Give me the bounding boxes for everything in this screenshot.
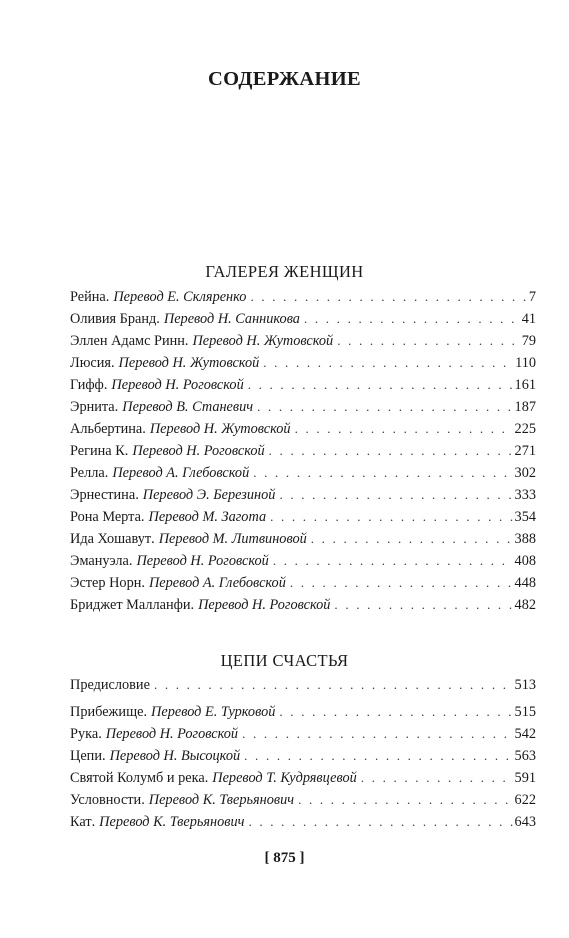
entry-translator: Перевод Н. Жутовской bbox=[118, 355, 260, 371]
dot-leader bbox=[290, 575, 513, 591]
entry-separator: . bbox=[128, 553, 133, 569]
dot-leader bbox=[269, 443, 513, 459]
entry-translator: Перевод Т. Кудрявцевой bbox=[212, 770, 357, 786]
entry-page-number: 622 bbox=[514, 792, 536, 808]
dot-leader bbox=[244, 748, 512, 764]
dot-leader bbox=[250, 289, 526, 305]
dot-leader bbox=[279, 704, 512, 720]
entry-separator: . bbox=[141, 792, 145, 808]
toc-entry bbox=[70, 465, 536, 485]
entry-title: Гифф bbox=[70, 377, 104, 393]
entry-title: Эмануэла bbox=[70, 553, 129, 569]
entry-title: Эрнита bbox=[70, 399, 115, 415]
entry-translator: Перевод К. Тверьянович bbox=[99, 814, 245, 830]
dot-leader bbox=[253, 465, 512, 481]
entry-page-number: 643 bbox=[514, 814, 536, 830]
entry-title: Святой Колумб и река bbox=[70, 770, 205, 786]
entry-page-number: 225 bbox=[514, 421, 536, 437]
entry-separator: . bbox=[135, 487, 139, 503]
entry-title: Рейна bbox=[70, 289, 106, 305]
entry-translator: Перевод В. Станевич bbox=[122, 399, 254, 415]
entry-separator: . bbox=[101, 748, 106, 764]
toc-entry bbox=[70, 748, 536, 768]
toc-entry bbox=[70, 487, 536, 507]
dot-leader bbox=[242, 726, 512, 742]
entry-translator: Перевод А. Глебовской bbox=[148, 575, 286, 591]
dot-leader bbox=[263, 355, 513, 371]
entry-title: Оливия Бранд bbox=[70, 311, 157, 327]
entry-separator: . bbox=[98, 726, 102, 742]
dot-leader bbox=[279, 487, 512, 503]
dot-leader bbox=[334, 597, 512, 613]
entry-title: Люсия bbox=[70, 355, 111, 371]
entry-separator: . bbox=[143, 704, 148, 720]
toc-entry bbox=[70, 704, 536, 724]
entry-page-number: 408 bbox=[514, 553, 536, 569]
entry-page-number: 354 bbox=[514, 509, 536, 525]
entry-title: Предисловие bbox=[70, 677, 150, 693]
entry-page-number: 79 bbox=[521, 333, 536, 349]
entry-page-number: 161 bbox=[514, 377, 536, 393]
entry-page-number: 563 bbox=[514, 748, 536, 764]
dot-leader bbox=[257, 399, 512, 415]
entry-title: Рона Мерта bbox=[70, 509, 141, 525]
entry-page-number: 187 bbox=[514, 399, 536, 415]
entry-page-number: 41 bbox=[521, 311, 536, 327]
entry-separator: . bbox=[110, 355, 115, 371]
entry-separator: . bbox=[190, 597, 195, 613]
entry-title: Ида Хошавут bbox=[70, 531, 152, 547]
entry-page-number: 448 bbox=[514, 575, 536, 591]
dot-leader bbox=[337, 333, 520, 349]
toc-entry bbox=[70, 677, 536, 697]
entry-translator: Перевод Н. Роговской bbox=[111, 377, 244, 393]
entry-translator: Перевод Е. Скляренко bbox=[113, 289, 247, 305]
dot-leader bbox=[304, 311, 520, 327]
entry-translator: Перевод Н. Жутовской bbox=[192, 333, 334, 349]
toc-entry bbox=[70, 597, 536, 617]
dot-leader bbox=[248, 814, 512, 830]
entry-translator: Перевод Э. Березиной bbox=[142, 487, 276, 503]
entry-translator: Перевод Н. Роговской bbox=[198, 597, 331, 613]
entry-translator: Перевод Н. Санникова bbox=[163, 311, 300, 327]
entry-translator: Перевод Н. Роговской bbox=[136, 553, 269, 569]
dot-leader bbox=[273, 553, 513, 569]
toc-entry bbox=[70, 443, 536, 463]
page-number: [ 875 ] bbox=[264, 850, 305, 866]
toc-entry bbox=[70, 770, 536, 790]
entry-page-number: 271 bbox=[514, 443, 536, 459]
entry-translator: Перевод Н. Роговской bbox=[105, 726, 239, 742]
entry-title: Условности bbox=[70, 792, 142, 808]
toc-entry bbox=[70, 377, 536, 397]
entry-title: Эрнестина bbox=[70, 487, 136, 503]
toc-entry bbox=[70, 311, 536, 331]
dot-leader bbox=[298, 792, 512, 808]
entry-translator: Перевод К. Тверьянович bbox=[148, 792, 295, 808]
toc-entry bbox=[70, 289, 536, 309]
entry-title: Прибежище bbox=[70, 704, 144, 720]
entry-page-number: 482 bbox=[514, 597, 536, 613]
entry-title: Цепи bbox=[70, 748, 102, 764]
entry-separator: . bbox=[151, 531, 155, 547]
toc-entry bbox=[70, 399, 536, 419]
entry-title: Эллен Адамс Ринн bbox=[70, 333, 185, 349]
entry-separator: . bbox=[105, 289, 110, 305]
toc-entry bbox=[70, 814, 536, 834]
toc-entry bbox=[70, 333, 536, 353]
dot-leader bbox=[361, 770, 513, 786]
entry-separator: . bbox=[104, 465, 109, 481]
entry-translator: Перевод Н. Роговской bbox=[132, 443, 265, 459]
entry-page-number: 110 bbox=[515, 355, 536, 371]
toc-entry bbox=[70, 553, 536, 573]
entry-title: Релла bbox=[70, 465, 105, 481]
entry-page-number: 513 bbox=[514, 677, 536, 693]
entry-separator: . bbox=[91, 814, 96, 830]
entry-separator: . bbox=[141, 575, 145, 591]
entry-page-number: 542 bbox=[514, 726, 536, 742]
entry-title: Альбертина bbox=[70, 421, 143, 437]
toc-entry bbox=[70, 355, 536, 375]
entry-translator: Перевод Н. Высоцкой bbox=[109, 748, 241, 764]
entry-translator: Перевод М. Литвиновой bbox=[158, 531, 307, 547]
entry-translator: Перевод А. Глебовской bbox=[112, 465, 250, 481]
entry-title: Бриджет Малланфи bbox=[70, 597, 191, 613]
dot-leader bbox=[295, 421, 513, 437]
toc-entry bbox=[70, 531, 536, 551]
toc-entry bbox=[70, 509, 536, 529]
dot-leader bbox=[154, 677, 513, 693]
section-heading-gallery: ГАЛЕРЕЯ ЖЕНЩИН bbox=[205, 262, 364, 281]
entry-page-number: 515 bbox=[514, 704, 536, 720]
entry-title: Эстер Норн bbox=[70, 575, 142, 591]
entry-page-number: 7 bbox=[528, 289, 536, 305]
dot-leader bbox=[311, 531, 513, 547]
toc-entry bbox=[70, 726, 536, 746]
page-title: СОДЕРЖАНИЕ bbox=[208, 68, 361, 90]
section-heading-chains: ЦЕПИ СЧАСТЬЯ bbox=[220, 651, 349, 670]
entry-page-number: 302 bbox=[514, 465, 536, 481]
entry-separator: . bbox=[142, 421, 146, 437]
entry-page-number: 591 bbox=[514, 770, 536, 786]
dot-leader bbox=[270, 509, 512, 525]
entry-title: Рука bbox=[70, 726, 99, 742]
entry-separator: . bbox=[140, 509, 145, 525]
entry-translator: Перевод Е. Турковой bbox=[151, 704, 276, 720]
entry-separator: . bbox=[184, 333, 189, 349]
entry-page-number: 388 bbox=[514, 531, 536, 547]
entry-separator: . bbox=[103, 377, 108, 393]
entry-separator: . bbox=[204, 770, 209, 786]
entry-translator: Перевод Н. Жутовской bbox=[149, 421, 291, 437]
entry-title: Кат bbox=[70, 814, 92, 830]
entry-page-number: 333 bbox=[514, 487, 536, 503]
entry-separator: . bbox=[156, 311, 160, 327]
entry-translator: Перевод М. Загота bbox=[148, 509, 267, 525]
entry-separator: . bbox=[114, 399, 119, 415]
toc-entry bbox=[70, 421, 536, 441]
entry-title: Регина К bbox=[70, 443, 125, 459]
toc-entry bbox=[70, 792, 536, 812]
entry-separator: . bbox=[124, 443, 129, 459]
toc-entry bbox=[70, 575, 536, 595]
dot-leader bbox=[248, 377, 513, 393]
